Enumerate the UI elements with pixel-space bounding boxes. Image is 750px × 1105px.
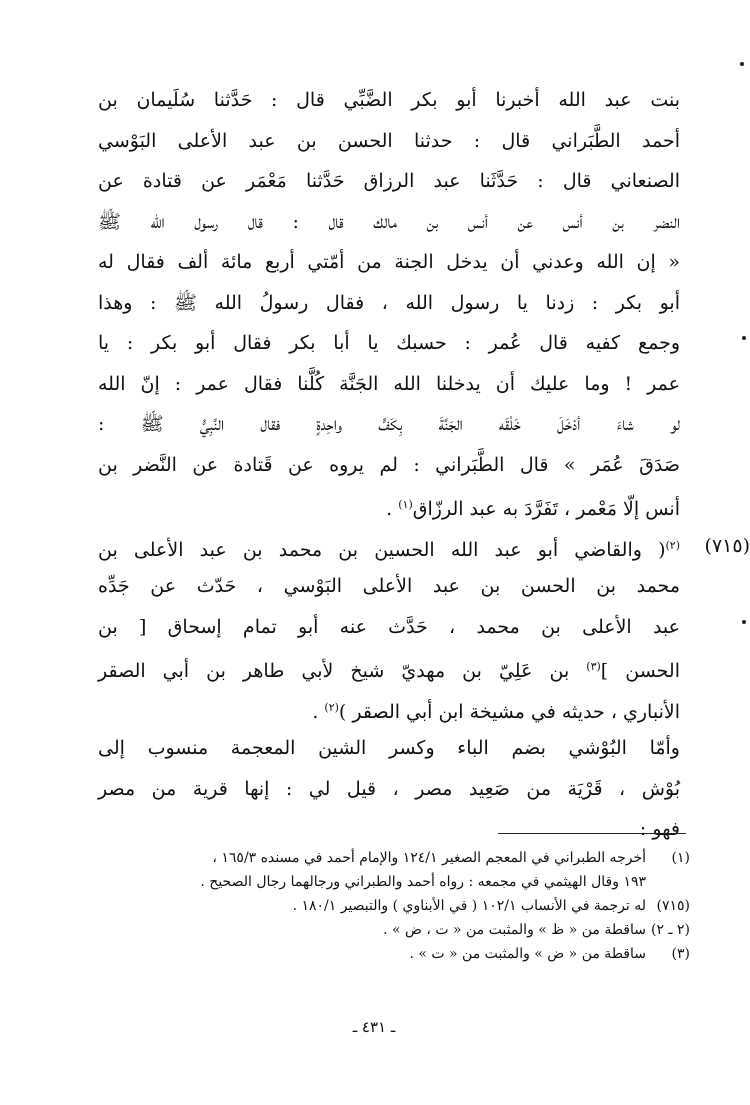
main-text [98,80,750,850]
footnote-1-text: أخرجه الطبراني في المعجم الصغير ١٢٤/١ والإمام أحمد في مسنده ١٦٥/٣ ، [212,850,646,866]
footnote-2-text: ساقطة من « ظ » والمثبت من « ت ، ض » . [383,922,646,938]
entry-715-line-5 [98,688,680,729]
footnote-3 [80,942,690,966]
footnote-ref-1: (١) [398,498,413,511]
text-line-1: بنت عبد الله أخبرنا أبو بكر الضَّبِّي قال : حَدَّثنا سُلَيمان بن [98,89,680,111]
text-line-4: النضر بن أنس عن أنس بن مالك قال : قال رسول الله ﷺ [98,210,680,233]
footnote-ref-3: (٣) [586,660,601,673]
margin-mark-lower [742,620,746,624]
entry-line-5-a: الأنباري ، حديثه في مشيخة ابن أبي الصقر ) [338,700,680,723]
footnote-2 [80,918,690,942]
text-line-11 [98,485,680,526]
text-line-6: أبو بكر : زدنا يا رسول الله ، فقال رسولُ الله ﷺ : وهذا [98,291,680,314]
page-number: ـ ٤٣١ ـ [352,1018,396,1036]
margin-mark-middle [742,336,746,340]
text-line-2: أحمد الطَّبَراني قال : حدثنا الحسن بن عبد الأعلى البَوْسي [98,129,680,152]
margin-mark-top [740,62,744,66]
entry-715-line-4 [98,647,680,688]
footnote-ref-2-open: (٢) [665,538,680,552]
text-line-9: لو شاءَ أدْخَلَ خَلْقَه الجَنَّةَ بِكَفٍّ واحِدةٍ فقال النَّبِيُّ ﷺ : [98,413,680,435]
text-line-8: عمر ! وما عليك أن يدخلنا الله الجَنَّة كُلَّنا فقال عمر : إنّ الله [98,372,680,395]
footnote-separator [498,833,686,834]
entry-number: (٧١٥) [704,534,750,557]
footnote-715-text: له ترجمة في الأنساب ١٠٢/١ ( في الأبناوي ) والتبصير ١٨٠/١ . [292,898,646,914]
entry-line-4-a: الحسن ] [600,660,680,682]
footnote-2-number: (٢ ـ ٢) [650,922,690,938]
footnote-1-number: (١) [671,850,690,866]
text-line-5: « إن الله وعدني أن يدخل الجنة من أمّتي أربع مائة ألف فقال له [98,251,680,273]
footnote-1-continued [80,870,690,894]
entry-715-line-2: محمد بن الحسن بن عبد الأعلى البَوْسي ، حَدّث عن جَدِّه [98,575,680,597]
entry-line-1-text: ( والقاضي أبو عبد الله الحسين بن محمد بن عبد الأعلى بن [98,538,666,561]
entry-715-line-3: عبد الأعلى بن محمد ، حَدَّث عنه أبو تمام إسحاق [ بن [98,615,680,638]
text-line-10: صَدَقَ عُمَر » قال الطَّبَراني : لم يروه عن قَتادة عن النَّضر بن [98,453,680,476]
footnote-ref-2-close: (٢) [324,700,339,714]
footnote-715-number: (٧١٥) [656,898,690,914]
footnote-3-number: (٣) [671,946,690,962]
text-line-11-end: . [386,498,399,520]
footnotes [80,846,690,966]
footnote-3-text: ساقطة من « ض » والمثبت من « ت » . [409,946,646,962]
entry-715-line-1 [98,526,750,567]
text-line-7: وجمع كفيه قال عُمر : حسبك يا أبا بكر فقال أبو بكر : يا [98,332,680,354]
entry-line-4-b: بن عَلِيّ بن مهديّ شيخ لأبي طاهر بن أبي الصقر [98,660,587,682]
closing-line-3: فهو : [639,818,680,840]
closing-line-1: وأمّا البُوْشي بضم الباء وكسر الشين المعجمة منسوب إلى [98,737,680,759]
closing-line-2: بُوْش ، قَرْيَة من صَعِيد مصر ، قيل لي : إنها قرية من مصر [98,777,680,800]
footnote-715 [80,894,690,918]
footnote-1 [80,846,690,870]
text-line-3: الصنعاني قال : حَدَّثَنا عبد الرزاق حَدَّثنا مَعْمَر عن قتادة عن [98,170,680,192]
entry-line-5-b: . [312,700,325,723]
footnote-1-text-cont: ١٩٣ وقال الهيثمي في مجمعه : رواه أحمد والطبراني ورجالهما رجال الصحيح . [200,874,646,890]
text-line-11-body: أنس إلّا مَعْمر ، تَفَرَّدَ به عبد الرزّاق [412,498,680,520]
